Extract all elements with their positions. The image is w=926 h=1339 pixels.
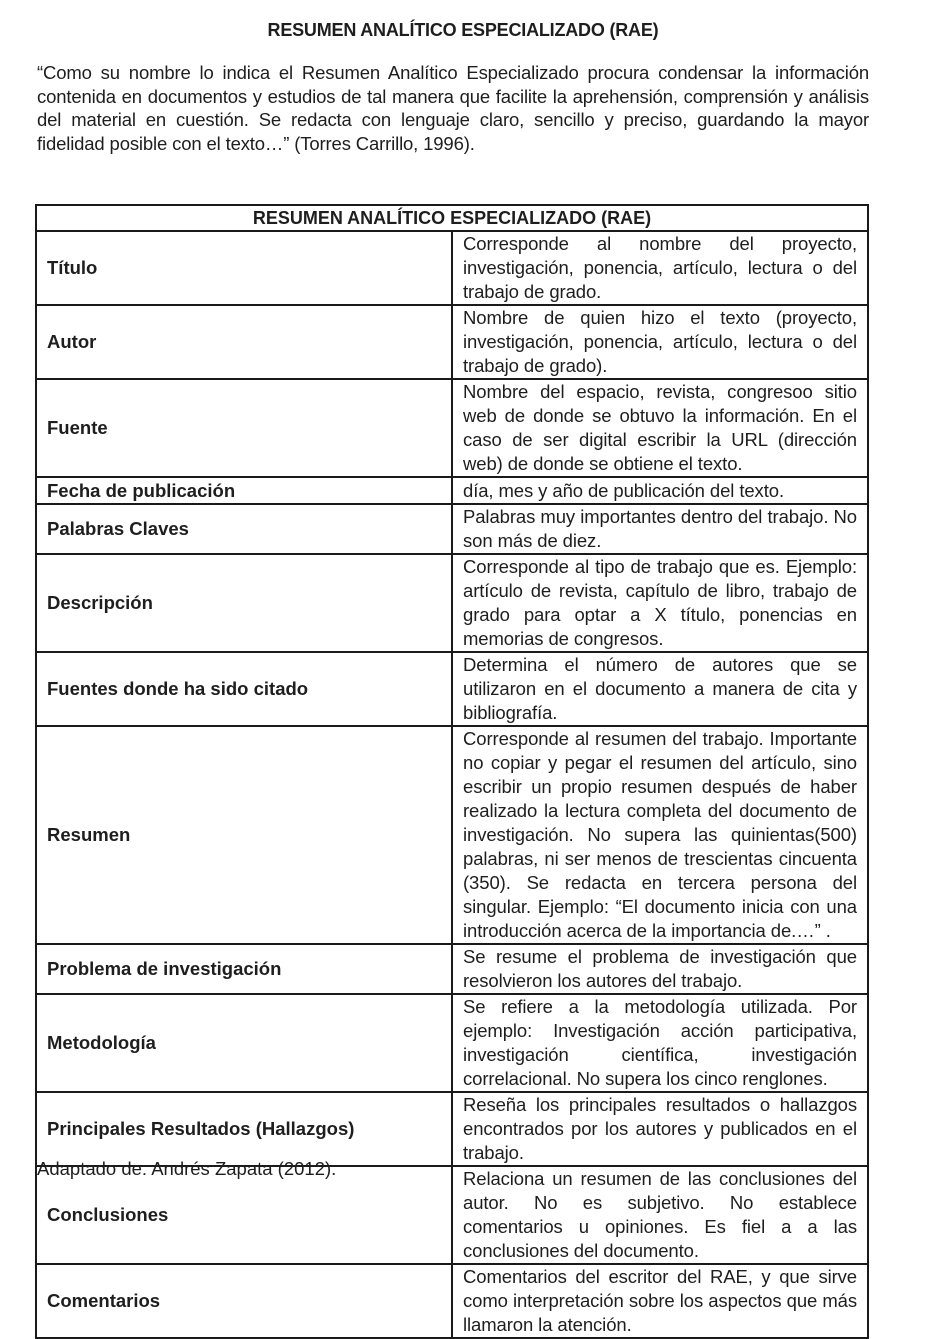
row-label: Palabras Claves <box>36 504 452 554</box>
table-row <box>36 504 868 554</box>
row-label: Problema de investigación <box>36 944 452 994</box>
table-row <box>36 1264 868 1338</box>
row-description: Determina el número de autores que se utilizaron en el documento a manera de cita y bibliografía. <box>452 652 868 726</box>
table-row <box>36 944 868 994</box>
row-description: Corresponde al nombre del proyecto, investigación, ponencia, artículo, lectura o del trabajo de grado. <box>452 231 868 305</box>
row-description: Corresponde al resumen del trabajo. Importante no copiar y pegar el resumen del artículo, sino escribir un propio resumen después de haber realizado la lectura completa del documento de investigación. No supera las quinientas(500) palabras, ni ser menos de trescientas cincuenta (350). Se redacta en tercera persona del singular. Ejemplo: “El documento inicia con una introducción acerca de la importancia de.…” . <box>452 726 868 944</box>
row-label: Conclusiones <box>36 1166 452 1264</box>
table-row <box>36 652 868 726</box>
row-description: Corresponde al tipo de trabajo que es. Ejemplo: artículo de revista, capítulo de libro, trabajo de grado para optar a X título, ponencias en memorias de congresos. <box>452 554 868 652</box>
row-description: Comentarios del escritor del RAE, y que sirve como interpretación sobre los aspectos que más llamaron la atención. <box>452 1264 868 1338</box>
row-description: Se resume el problema de investigación que resolvieron los autores del trabajo. <box>452 944 868 994</box>
row-description: Relaciona un resumen de las conclusiones del autor. No es subjetivo. No establece comentarios u opiniones. Es fiel a a las conclusiones del documento. <box>452 1166 868 1264</box>
row-description: Nombre del espacio, revista, congresoo sitio web de donde se obtuvo la información. En el caso de ser digital escribir la URL (dirección web) de donde se obtiene el texto. <box>452 379 868 477</box>
row-label: Comentarios <box>36 1264 452 1338</box>
table-row <box>36 726 868 944</box>
row-label: Título <box>36 231 452 305</box>
row-description: Reseña los principales resultados o hallazgos encontrados por los autores y publicados en el trabajo. <box>452 1092 868 1166</box>
table-row <box>36 231 868 305</box>
table-row <box>36 994 868 1092</box>
row-label: Fuentes donde ha sido citado <box>36 652 452 726</box>
row-label: Autor <box>36 305 452 379</box>
table-header: RESUMEN ANALÍTICO ESPECIALIZADO (RAE) <box>36 205 868 231</box>
table-row <box>36 554 868 652</box>
row-label: Metodología <box>36 994 452 1092</box>
row-description: día, mes y año de publicación del texto. <box>452 477 868 504</box>
source-attribution: Adaptado de: Andrés Zapata (2012). <box>37 1158 337 1179</box>
row-label: Principales Resultados (Hallazgos) <box>36 1092 452 1166</box>
row-label: Fecha de publicación <box>36 477 452 504</box>
row-label: Fuente <box>36 379 452 477</box>
table-header-row <box>36 205 868 231</box>
table-row <box>36 1092 868 1166</box>
row-description: Nombre de quien hizo el texto (proyecto, investigación, ponencia, artículo, lectura o del trabajo de grado). <box>452 305 868 379</box>
table-row <box>36 477 868 504</box>
table-row <box>36 379 868 477</box>
row-description: Palabras muy importantes dentro del trabajo. No son más de diez. <box>452 504 868 554</box>
document-title: RESUMEN ANALÍTICO ESPECIALIZADO (RAE) <box>267 20 659 40</box>
row-description: Se refiere a la metodología utilizada. Por ejemplo: Investigación acción participativa, investigación científica, investigación correlacional. No supera los cinco renglones. <box>452 994 868 1092</box>
intro-quote: “Como su nombre lo indica el Resumen Analítico Especializado procura condensar la información contenida en documentos y estudios de tal manera que facilite la aprehensión, comprensión y análisis del material en cuestión. Se redacta con lenguaje claro, sencillo y preciso, guardando la mayor fidelidad posible con el texto…” (Torres Carrillo, 1996). <box>37 62 869 154</box>
table-row <box>36 1166 868 1264</box>
row-label: Resumen <box>36 726 452 944</box>
row-label: Descripción <box>36 554 452 652</box>
table-row <box>36 305 868 379</box>
